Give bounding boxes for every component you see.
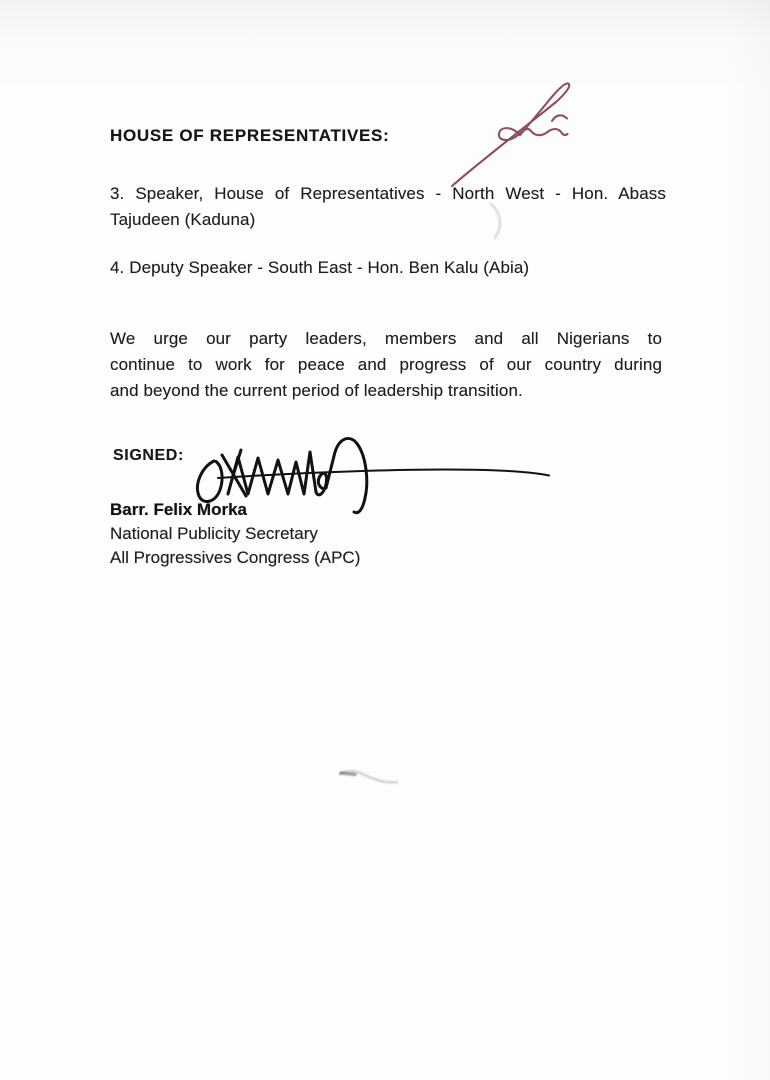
paragraph-line: and beyond the current period of leadership transition.: [110, 381, 523, 400]
list-item-speaker: [110, 181, 666, 233]
paragraph-line: continue to work for peace and progress of our country during: [110, 355, 662, 374]
smudge-artifact: [330, 762, 408, 794]
red-initials-mark-icon: [438, 78, 588, 193]
paragraph-line: We urge our party leaders, members and all Nigerians to: [110, 329, 662, 348]
signatory-name: Barr. Felix Morka: [110, 500, 248, 519]
list-item-line: 3. Speaker, House of Representatives - North West - Hon. Abass: [110, 184, 666, 203]
signed-label: SIGNED:: [113, 447, 184, 464]
signatory-organization: All Progressives Congress (APC): [110, 548, 361, 567]
list-item-deputy-speaker: [110, 255, 666, 281]
section-heading: HOUSE OF REPRESENTATIVES:: [110, 126, 390, 145]
signatory-block: [110, 498, 360, 570]
list-item-line: Tajudeen (Kaduna): [110, 210, 256, 229]
signatory-title: National Publicity Secretary: [110, 524, 318, 543]
list-item-line: 4. Deputy Speaker - South East - Hon. Ben Kalu (Abia): [110, 258, 530, 277]
closing-paragraph: [110, 326, 662, 404]
